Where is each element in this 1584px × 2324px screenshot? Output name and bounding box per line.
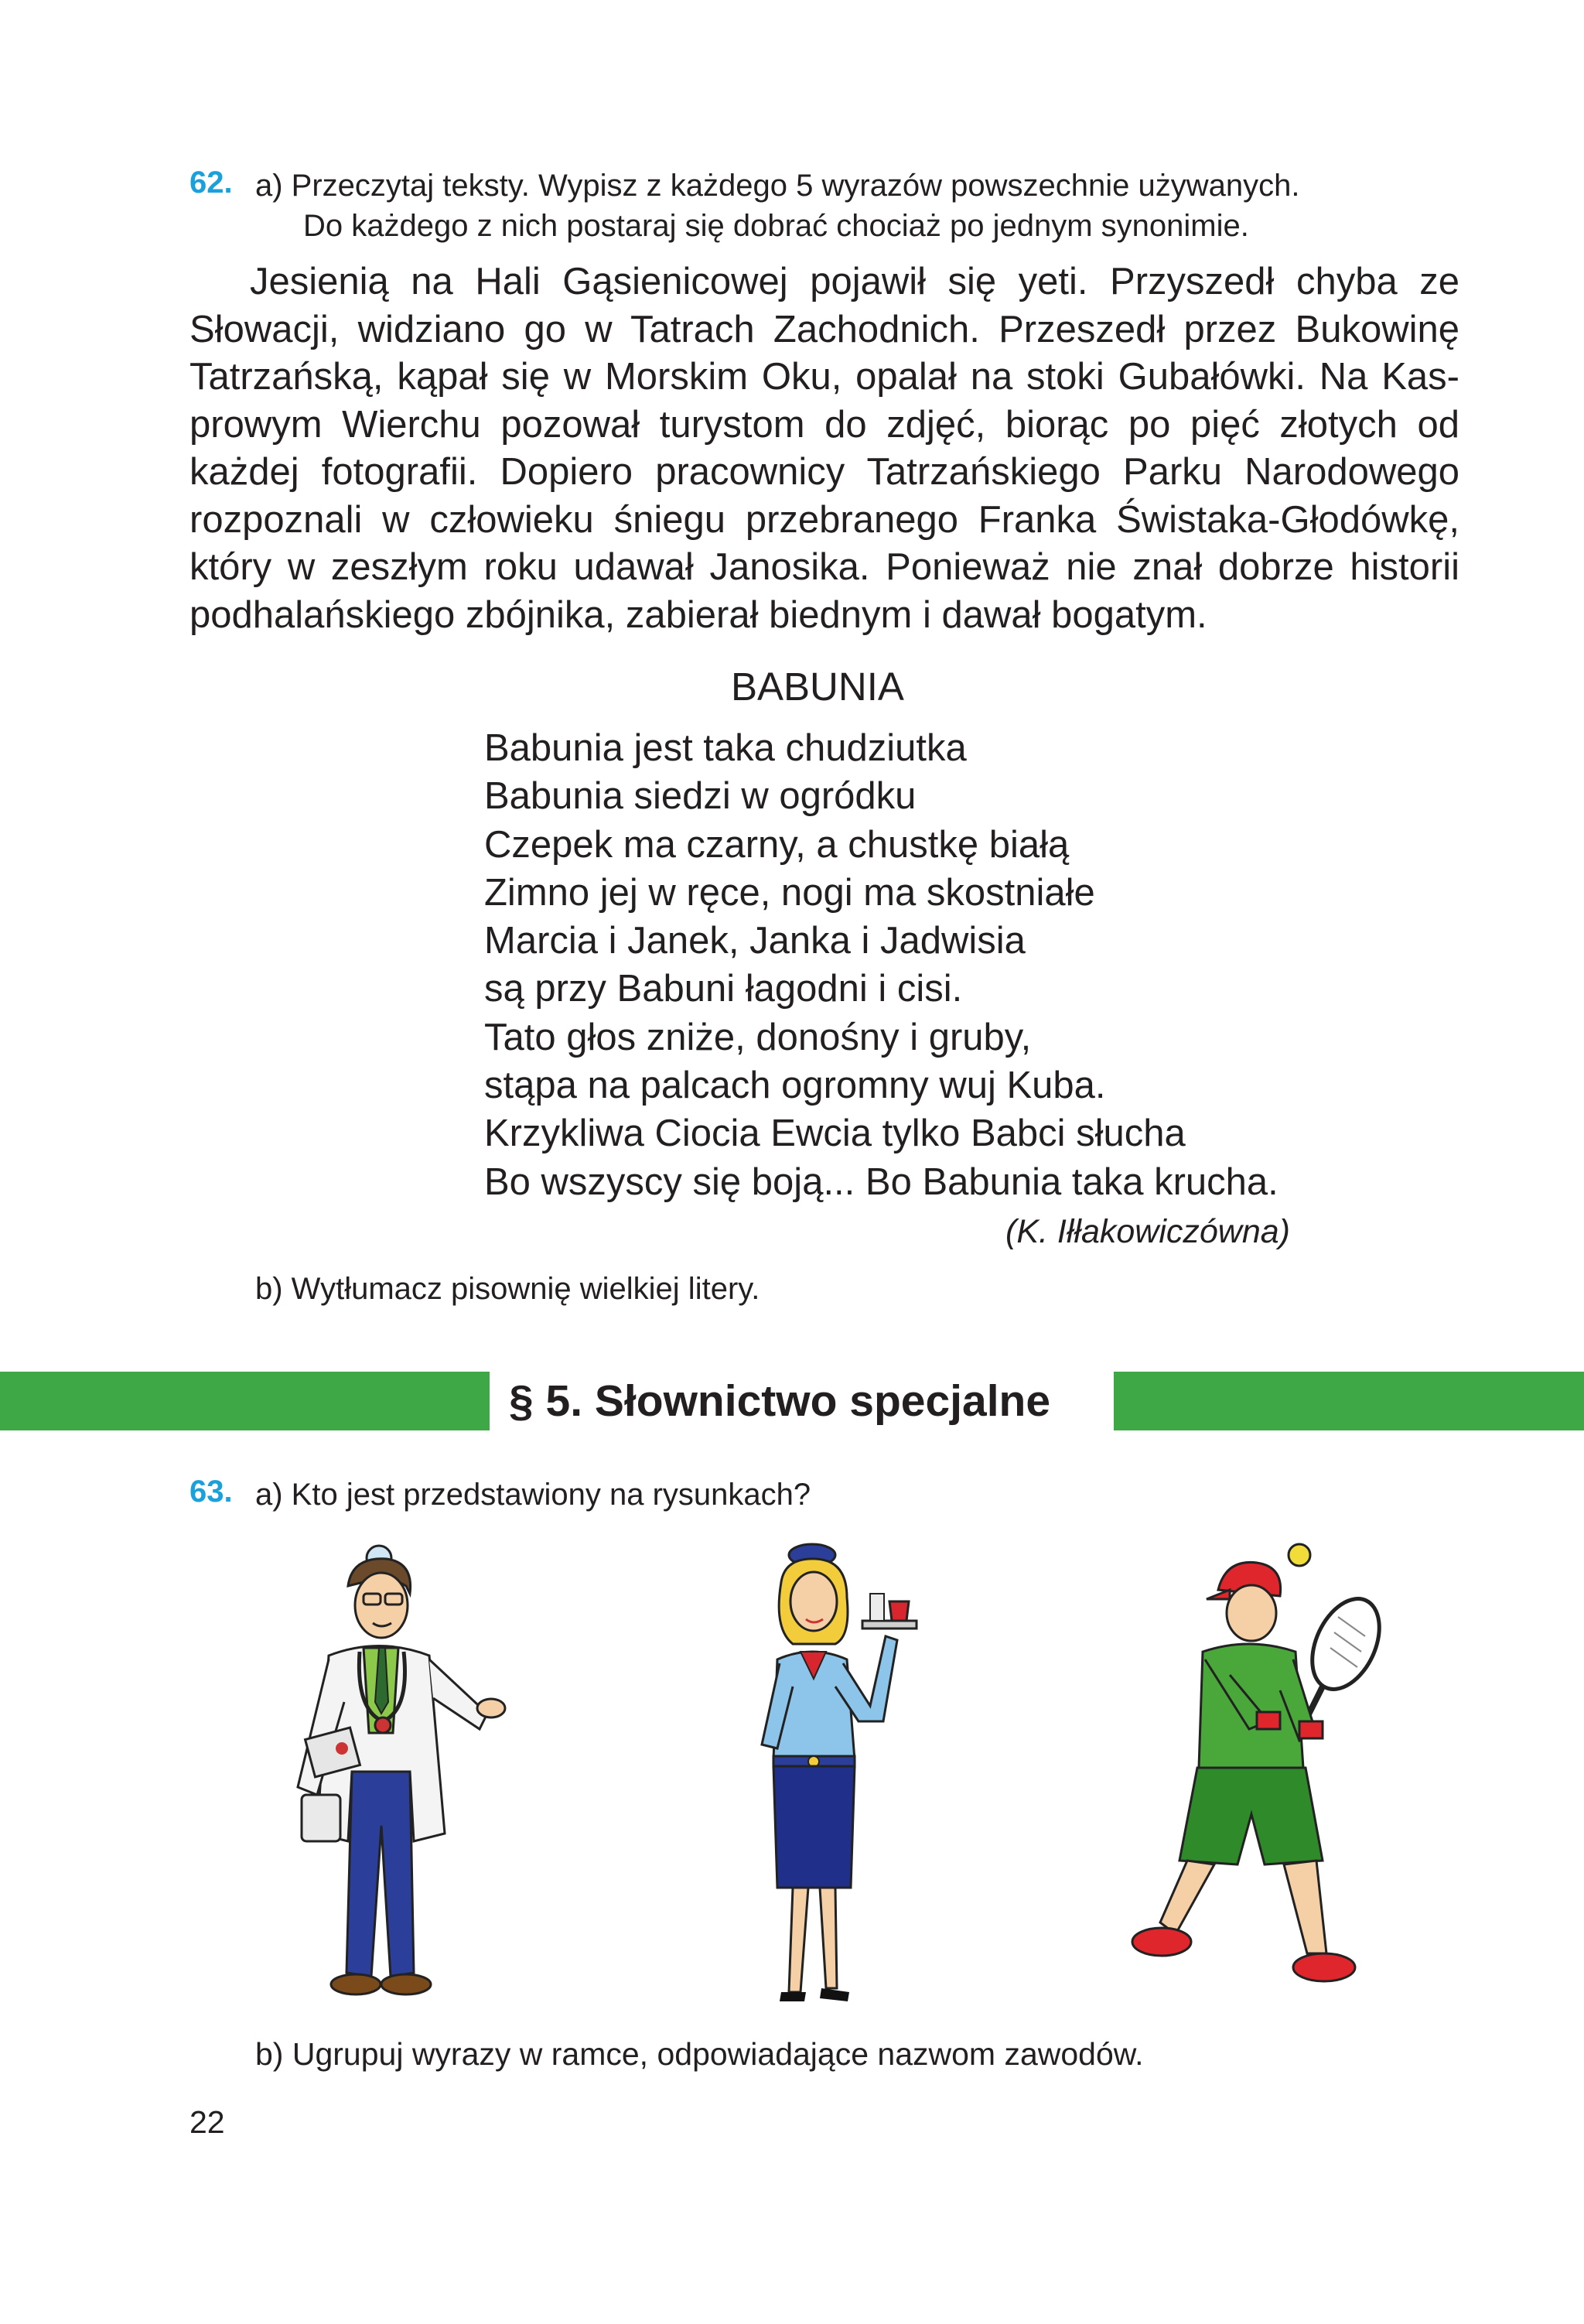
exercise-63-instruction-b: b) Ugrupuj wyrazy w ramce, odpowiadające nazwom zawodów.: [255, 2036, 1144, 2072]
prose-line: każdej fotografii. Dopiero pracownicy Tatrzańskiego Parku Narodowego: [189, 451, 1459, 493]
section-band-right: [1114, 1372, 1584, 1430]
poem-body: [484, 724, 1278, 1206]
prose-line: który w zeszłym roku udawał Janosika. Ponieważ nie znał dobrze historii: [189, 546, 1459, 588]
poem-line: Babunia siedzi w ogródku: [484, 775, 917, 818]
prose-line: Jesienią na Hali Gąsienicowej pojawił się yeti. Przyszedł chyba ze: [250, 261, 1459, 302]
exercise-63-number: 63.: [189, 1475, 233, 1509]
exercise-62-instruction-b: b) Wytłumacz pisownię wielkiej litery.: [255, 1272, 760, 1306]
prose-line: podhalańskiego zbójnika, zabierał biednym i dawał bogatym.: [189, 593, 1207, 636]
tennis-player-figure: [1114, 1536, 1408, 2000]
exercise-62-instruction-a-line1: a) Przeczytaj teksty. Wypisz z każdego 5 wyrazów powszechnie używanych.: [255, 169, 1300, 203]
poem-line: stąpa na palcach ogromny wuj Kuba.: [484, 1065, 1106, 1107]
poem-title: BABUNIA: [731, 665, 904, 709]
prose-line: rozpoznali w człowieku śniegu przebranego Franka Świstaka-Głodówkę,: [189, 498, 1459, 541]
section-band-left: [0, 1372, 490, 1430]
poem-line: Babunia jest taka chudziutka: [484, 727, 967, 769]
exercise-62-instruction-a-line2: Do każdego z nich postaraj się dobrać chociaż po jednym synonimie.: [303, 209, 1249, 243]
flight-attendant-figure: [719, 1536, 951, 2015]
poem-line: Tato głos zniże, donośny i gruby,: [484, 1016, 1032, 1058]
poem-line: Marcia i Janek, Janka i Jadwisia: [484, 920, 1026, 962]
exercise-62-number: 62.: [189, 166, 233, 200]
poem-line: Czepek ma czarny, a chustkę białą: [484, 823, 1070, 866]
poem-line: są przy Babuni łagodni i cisi.: [484, 968, 963, 1010]
page-number: 22: [189, 2104, 225, 2140]
yeti-prose-text: [189, 258, 1459, 639]
poem-line: Zimno jej w ręce, nogi ma skostniałe: [484, 871, 1095, 914]
section-title: § 5. Słownictwo specjalne: [509, 1376, 1051, 1426]
poem-line: Bo wszyscy się boją... Bo Babunia taka krucha.: [484, 1160, 1278, 1203]
exercise-63-instruction-a: a) Kto jest przedstawiony na rysunkach?: [255, 1478, 811, 1512]
prose-line: Słowacji, widziano go w Tatrach Zachodnich. Przeszedł przez Bukowinę: [189, 308, 1459, 350]
prose-line: prowym Wierchu pozował turystom do zdjęć, biorąc po pięć złotych od: [189, 403, 1459, 446]
doctor-figure: [255, 1540, 518, 2011]
poem-line: Krzykliwa Ciocia Ewcia tylko Babci słucha: [484, 1112, 1186, 1155]
prose-line: Tatrzańską, kąpał się w Morskim Oku, opalał na stoki Gubałówki. Na Kas-: [189, 356, 1459, 398]
poem-author: (K. Iłłakowiczówna): [1005, 1213, 1290, 1250]
